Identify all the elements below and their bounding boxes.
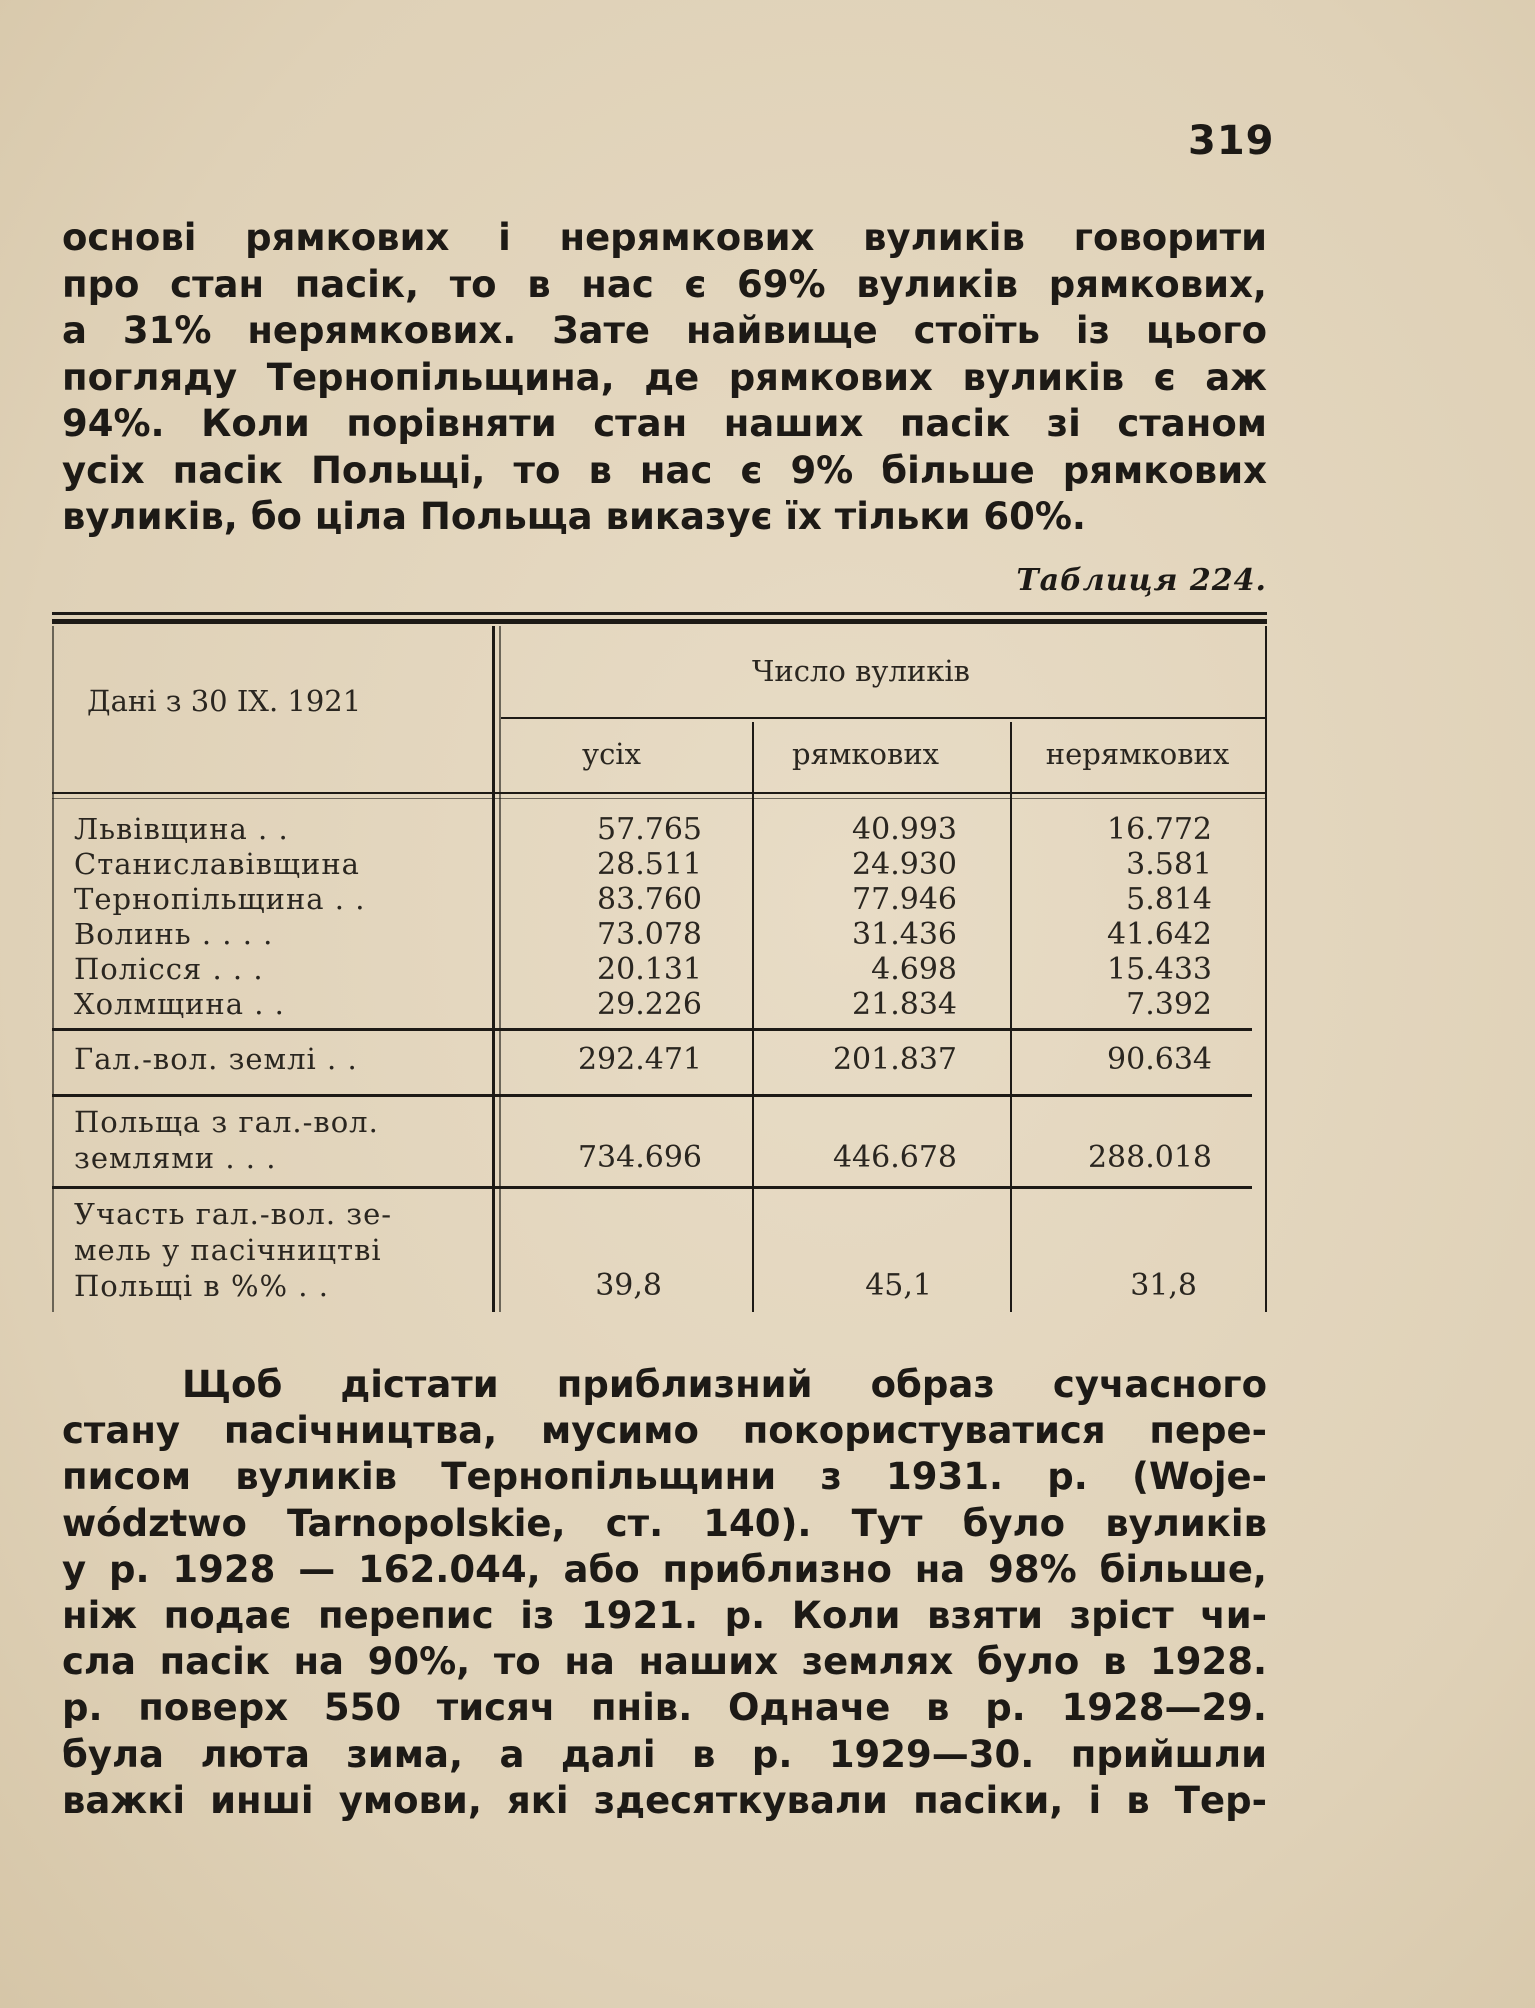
poland-rule bbox=[52, 1094, 1252, 1097]
share-cell: 45,1 bbox=[865, 1268, 932, 1303]
table-left-border bbox=[52, 626, 54, 1312]
header-bottom-rule bbox=[52, 792, 1267, 794]
header-bottom-rule-thin bbox=[52, 798, 1267, 799]
share-row-label-line: Польщі в %% . . bbox=[74, 1269, 329, 1303]
share-cell: 31,8 bbox=[1130, 1268, 1197, 1303]
table-cell: 24.930 bbox=[852, 847, 957, 882]
column-header-nonframe: нерямкових bbox=[1045, 737, 1230, 771]
text-line: у р. 1928 — 162.044, або приблизно на 98% більше, bbox=[62, 1547, 1267, 1591]
table-col-divider bbox=[752, 722, 754, 1312]
text-line: основі рямкових і нерямкових вуликів говорити bbox=[62, 216, 1267, 259]
share-rule bbox=[52, 1186, 1252, 1189]
table-cell: 41.642 bbox=[1107, 917, 1212, 952]
table-row-label: Львівщина . . bbox=[74, 812, 289, 846]
poland-cell: 446.678 bbox=[832, 1140, 957, 1175]
table-cell: 21.834 bbox=[852, 987, 957, 1022]
poland-cell: 734.696 bbox=[577, 1140, 702, 1175]
text-line: wództwo Tarnopolskie, ст. 140). Тут було вуликів bbox=[62, 1501, 1267, 1545]
table-row-label: Тернопільщина . . bbox=[74, 882, 366, 916]
total-cell: 201.837 bbox=[832, 1042, 957, 1077]
table-caption: Таблиця 224. bbox=[1016, 563, 1267, 598]
table-cell: 28.511 bbox=[597, 847, 702, 882]
page-number: 319 bbox=[1188, 118, 1275, 164]
column-header-all: усіх bbox=[582, 737, 641, 771]
table-cell: 15.433 bbox=[1107, 952, 1212, 987]
poland-row-label-line: землями . . . bbox=[74, 1141, 277, 1175]
table-row-label: Волинь . . . . bbox=[74, 917, 274, 951]
table-row-label: Станиславівщина bbox=[74, 847, 360, 881]
poland-row-label bbox=[74, 1104, 379, 1176]
header-group: Число вуликів bbox=[752, 654, 970, 688]
text-line: важкі инші умови, які здесяткували пасіки, і в Тер- bbox=[62, 1778, 1267, 1822]
table-cell: 57.765 bbox=[597, 812, 702, 847]
table-cell: 73.078 bbox=[597, 917, 702, 952]
table-cell: 7.392 bbox=[1126, 987, 1212, 1022]
poland-row-label-line: Польща з гал.-вол. bbox=[74, 1105, 379, 1139]
table-col-divider bbox=[499, 626, 501, 1312]
text-line: погляду Тернопільщина, де рямкових вуликів є аж bbox=[62, 355, 1267, 399]
table-cell: 4.698 bbox=[871, 952, 957, 987]
text-line: про стан пасік, то в нас є 69% вуликів рямкових, bbox=[62, 262, 1267, 306]
total-rule bbox=[52, 1028, 1252, 1031]
header-left: Дані з 30 IX. 1921 bbox=[87, 684, 362, 718]
paragraph-top bbox=[62, 215, 1267, 541]
table-cell: 83.760 bbox=[597, 882, 702, 917]
table-row-label: Полісся . . . bbox=[74, 952, 264, 986]
share-row-label-line: Участь гал.-вол. зе- bbox=[74, 1197, 393, 1231]
data-table bbox=[52, 612, 1267, 1312]
table-cell: 40.993 bbox=[852, 812, 957, 847]
text-line: ніж подає перепис із 1921. р. Коли взяти зріст чи- bbox=[62, 1594, 1267, 1638]
table-right-border bbox=[1265, 626, 1267, 1312]
header-group-rule bbox=[501, 717, 1265, 719]
text-line: сла пасік на 90%, то на наших землях було в 1928. bbox=[62, 1640, 1267, 1684]
table-top-rule-thick bbox=[52, 619, 1267, 624]
table-top-rule bbox=[52, 612, 1267, 615]
table-col-divider bbox=[1010, 722, 1012, 1312]
share-row-label bbox=[74, 1196, 392, 1304]
total-cell: 90.634 bbox=[1107, 1042, 1212, 1077]
table-cell: 5.814 bbox=[1126, 882, 1212, 917]
text-line: вуликів, бо ціла Польща виказує їх тільки 60%. bbox=[62, 495, 1086, 538]
table-col-divider bbox=[492, 626, 495, 1312]
poland-cell: 288.018 bbox=[1087, 1140, 1212, 1175]
paragraph-bottom bbox=[62, 1362, 1267, 1824]
table-cell: 16.772 bbox=[1107, 812, 1212, 847]
table-cell: 29.226 bbox=[597, 987, 702, 1022]
table-cell: 77.946 bbox=[852, 882, 957, 917]
total-row-label: Гал.-вол. землі . . bbox=[74, 1042, 358, 1076]
share-row-label-line: мель у пасічництві bbox=[74, 1233, 382, 1267]
column-header-frame: рямкових bbox=[792, 737, 940, 771]
text-line: а 31% нерямкових. Зате найвище стоїть із цього bbox=[62, 309, 1267, 352]
text-line: була люта зима, а далі в р. 1929—30. прийшли bbox=[62, 1732, 1267, 1776]
text-line: стану пасічництва, мусимо покористуватися пере- bbox=[62, 1409, 1267, 1453]
share-cell: 39,8 bbox=[595, 1268, 662, 1303]
text-line: р. поверх 550 тисяч пнів. Одначе в р. 1928—29. bbox=[62, 1686, 1267, 1730]
text-line: 94%. Коли порівняти стан наших пасік зі станом bbox=[62, 402, 1267, 445]
text-line: усіх пасік Польщі, то в нас є 9% більше рямкових bbox=[62, 448, 1267, 492]
total-cell: 292.471 bbox=[577, 1042, 702, 1077]
text-line: Щоб дістати приблизний образ сучасного bbox=[182, 1363, 1267, 1406]
table-row-label: Холмщина . . bbox=[74, 987, 285, 1021]
table-cell: 31.436 bbox=[852, 917, 957, 952]
table-cell: 20.131 bbox=[597, 952, 702, 987]
table-cell: 3.581 bbox=[1126, 847, 1212, 882]
text-line: писом вуликів Тернопільщини з 1931. р. (Woje- bbox=[62, 1455, 1267, 1499]
